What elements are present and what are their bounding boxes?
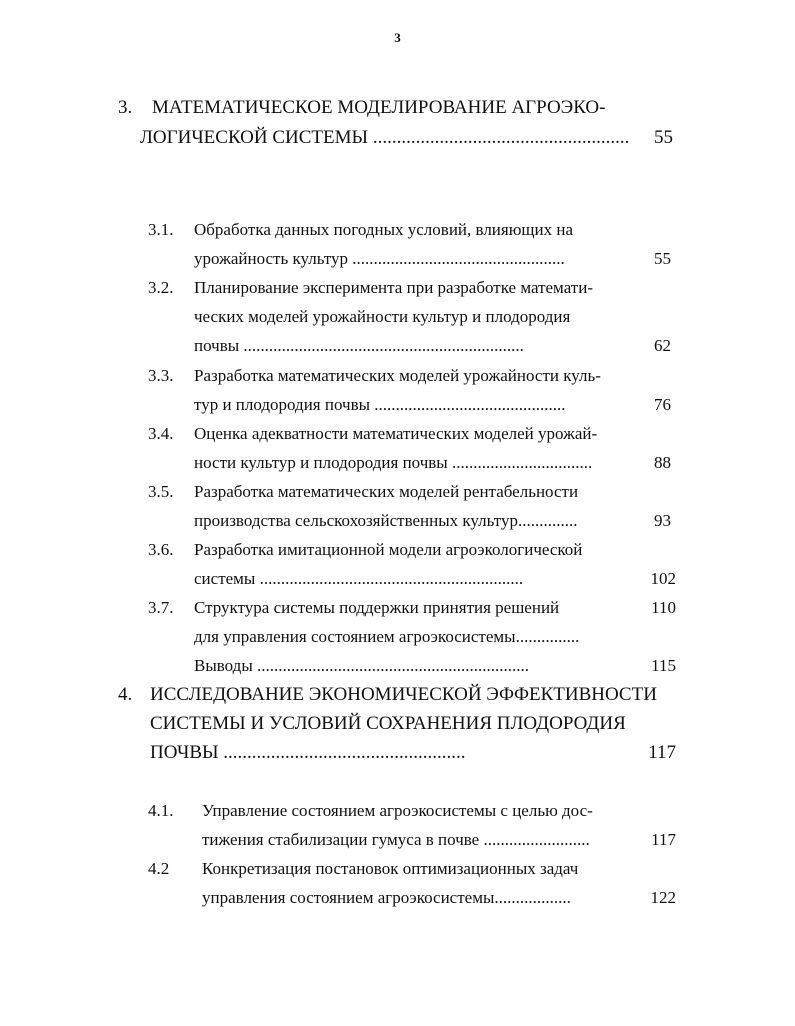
chapter-4-page: 117: [648, 742, 676, 763]
section-4-1-line2: тижения стабилизации гумуса в почве .........................: [202, 830, 590, 849]
section-3-6-number: 3.6.: [148, 540, 174, 559]
chapter-4-title-line1: ИССЛЕДОВАНИЕ ЭКОНОМИЧЕСКОЙ ЭФФЕКТИВНОСТИ: [150, 684, 657, 705]
section-4-2-line2: управления состоянием агроэкосистемы..................: [202, 888, 571, 907]
page-number: 3: [394, 30, 401, 45]
chapter-4-number: 4.: [118, 684, 133, 705]
section-3-6-line1: Разработка имитационной модели агроэкологической: [194, 540, 583, 559]
section-3-3-line1: Разработка математических моделей урожайности куль-: [194, 366, 601, 385]
section-3-7-number: 3.7.: [148, 598, 174, 617]
section-4-1-line1: Управление состоянием агроэкосистемы с целью дос-: [202, 801, 593, 820]
section-3-1-page: 55: [654, 249, 671, 268]
conclusions-page: 115: [651, 656, 676, 675]
section-3-2-line1: Планирование эксперимента при разработке математи-: [194, 278, 593, 297]
section-4-1-number: 4.1.: [148, 801, 174, 820]
chapter-4-title-line3: ПОЧВЫ ...................................................: [150, 742, 466, 763]
section-3-2-number: 3.2.: [148, 278, 174, 297]
conclusions-label: Выводы ................................................................: [194, 656, 530, 675]
section-3-5-line1: Разработка математических моделей рентабельности: [194, 482, 579, 501]
chapter-3-page: 55: [654, 127, 673, 148]
chapter-4-title-line2: СИСТЕМЫ И УСЛОВИЙ СОХРАНЕНИЯ ПЛОДОРОДИЯ: [150, 713, 626, 734]
section-3-5-number: 3.5.: [148, 482, 174, 501]
section-4-2-page: 122: [650, 888, 676, 907]
section-3-3-number: 3.3.: [148, 366, 174, 385]
section-3-2-line2: ческих моделей урожайности культур и плодородия: [194, 307, 571, 326]
section-3-7-line2: для управления состоянием агроэкосистемы...............: [194, 627, 580, 646]
section-3-7-line1: Структура системы поддержки принятия решений: [194, 598, 560, 617]
section-3-3-line2: тур и плодородия почвы .............................................: [194, 395, 566, 414]
section-3-3-page: 76: [654, 395, 671, 414]
section-3-7-page: 110: [651, 598, 676, 617]
chapter-3-title-line2: ЛОГИЧЕСКОЙ СИСТЕМЫ ......................................................: [140, 127, 630, 148]
section-3-6-line2: системы ..............................................................: [194, 569, 524, 588]
section-3-4-page: 88: [654, 453, 671, 472]
section-3-5-page: 93: [654, 511, 671, 530]
section-4-2-number: 4.2: [148, 859, 170, 878]
section-3-2-line3: почвы ..................................................................: [194, 336, 524, 355]
section-4-2-line1: Конкретизация постановок оптимизационных задач: [202, 859, 579, 878]
chapter-3-number: 3.: [118, 97, 133, 118]
section-3-5-line2: производства сельскохозяйственных культур..............: [194, 511, 578, 530]
section-3-4-line2: ности культур и плодородия почвы .................................: [194, 453, 593, 472]
section-3-6-page: 102: [650, 569, 676, 588]
chapter-3-title-line1: МАТЕМАТИЧЕСКОЕ МОДЕЛИРОВАНИЕ АГРОЭКО-: [152, 97, 606, 118]
section-3-4-line1: Оценка адекватности математических моделей урожай-: [194, 424, 598, 443]
section-3-1-line1: Обработка данных погодных условий, влияющих на: [194, 220, 573, 239]
section-3-4-number: 3.4.: [148, 424, 174, 443]
section-3-1-number: 3.1.: [148, 220, 174, 239]
section-4-1-page: 117: [651, 830, 676, 849]
section-3-2-page: 62: [654, 336, 671, 355]
section-3-1-line2: урожайность культур ..................................................: [194, 249, 565, 268]
